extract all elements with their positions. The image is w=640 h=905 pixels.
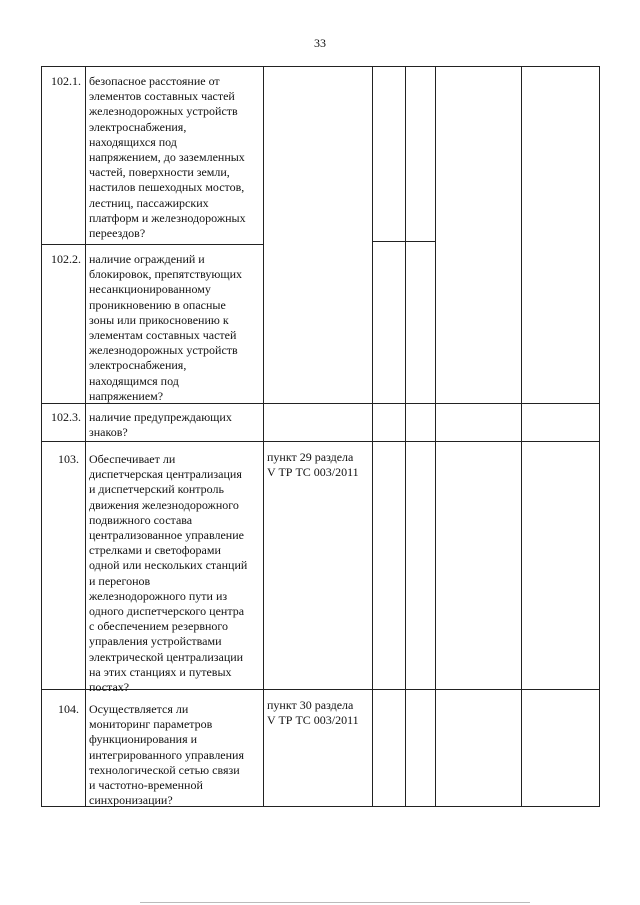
row-number: 102.3.: [51, 410, 81, 424]
question-text: Обеспечивает ли диспетчерская централизация и диспетчерский контроль движения железнодорожного подвижного состава централизованное управление стрелками и светофорами одной или нескольких станций и перегонов железнодорожного пути из одного диспетчерского центра с обеспечением резервного управления устройствами электрической централизации на этих станциях и путевых постах?: [89, 452, 248, 695]
row-divider: [41, 244, 263, 245]
column-divider: [405, 66, 406, 807]
column-divider: [372, 66, 373, 807]
column-divider: [521, 66, 522, 807]
table-right-border: [599, 66, 600, 807]
row-number: 104.: [58, 702, 79, 716]
question-text: наличие ограждений и блокировок, препятствующих несанкционированному проникновению в опасные зоны или прикосновению к элементам составных частей железнодорожных устройств электроснабжения, находящимся под напряжением?: [89, 252, 242, 403]
column-divider: [85, 66, 86, 807]
column-divider: [435, 66, 436, 807]
row-number: 102.1.: [51, 74, 81, 88]
table-top-border: [41, 66, 599, 67]
question-text: наличие предупреждающих знаков?: [89, 410, 232, 440]
row-number: 103.: [58, 452, 79, 466]
page-bottom-rule: [140, 902, 530, 903]
row-number: 102.2.: [51, 252, 81, 266]
question-text: безопасное расстояние от элементов составных частей железнодорожных устройств электроснабжения, находящихся под напряжением, до заземленных частей, поверхности земли, настилов пешеходных мостов, лестниц, пассажирских платформ и железнодорожных переездов?: [89, 74, 246, 241]
row-divider: [41, 441, 599, 442]
column-divider: [263, 66, 264, 807]
row-divider: [372, 241, 436, 242]
reference-text: пункт 30 раздела V ТР ТС 003/2011: [267, 698, 359, 728]
reference-text: пункт 29 раздела V ТР ТС 003/2011: [267, 450, 359, 480]
table-left-border: [41, 66, 42, 807]
page-number: 33: [314, 36, 326, 50]
question-text: Осуществляется ли мониторинг параметров функционирования и интегрированного управления технологической сетью связи и частотно-временной синхронизации?: [89, 702, 244, 808]
